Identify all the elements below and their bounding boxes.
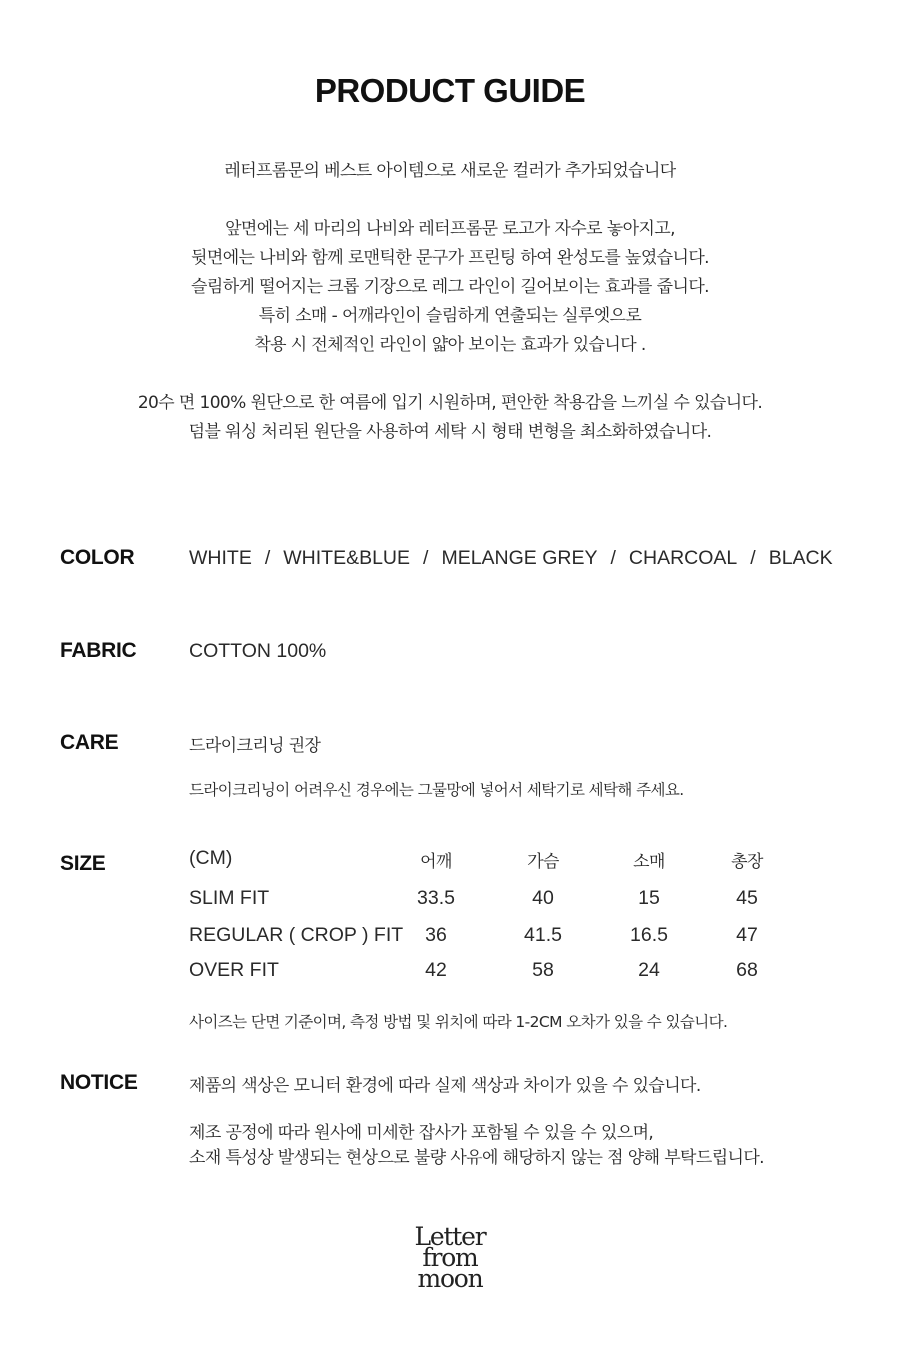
intro-line: 뒷면에는 나비와 함께 로맨틱한 문구가 프린팅 하여 완성도를 높였습니다. — [191, 248, 709, 268]
table-cell: 36 — [425, 924, 447, 946]
care-value: 드라이크리닝 권장 — [189, 736, 321, 756]
size-unit: (CM) — [189, 847, 233, 869]
table-cell: 68 — [736, 959, 758, 981]
logo-word: Letter — [414, 1222, 486, 1251]
brand-logo — [0, 1222, 900, 1293]
table-cell: 15 — [638, 887, 660, 909]
notice-paragraph — [189, 1121, 764, 1171]
column-header-sleeve: 소매 — [633, 852, 665, 872]
intro-text — [0, 157, 900, 476]
intro-paragraph-1 — [0, 157, 900, 186]
table-row — [189, 959, 789, 985]
table-cell: 58 — [532, 959, 554, 981]
size-label: SIZE — [60, 852, 106, 875]
notice-line: 제조 공정에 따라 원사에 미세한 잡사가 포함될 수 있을 수 있으며, — [189, 1123, 654, 1143]
table-row — [189, 887, 789, 913]
color-option-white: WHITE — [189, 547, 252, 569]
care-label: CARE — [60, 731, 119, 754]
notice-line: 제품의 색상은 모니터 환경에 따라 실제 색상과 차이가 있을 수 있습니다. — [189, 1076, 701, 1096]
size-table-header — [189, 847, 789, 873]
separator: / — [750, 547, 756, 569]
intro-line: 슬림하게 떨어지는 크롭 기장으로 레그 라인이 길어보이는 효과를 줍니다. — [191, 277, 709, 297]
column-header-shoulder: 어깨 — [420, 852, 452, 872]
color-options — [189, 547, 833, 570]
logo-word: from — [422, 1243, 478, 1272]
table-cell: 47 — [736, 924, 758, 946]
color-label: COLOR — [60, 546, 135, 569]
separator: / — [423, 547, 429, 569]
table-cell: 33.5 — [417, 887, 455, 909]
intro-line: 레터프롬문의 베스트 아이템으로 새로운 컬러가 추가되었습니다 — [224, 161, 676, 181]
intro-line: 덤블 워싱 처리된 원단을 사용하여 세탁 시 형태 변형을 최소화하였습니다. — [188, 422, 712, 442]
intro-paragraph-2 — [0, 215, 900, 360]
table-cell: 45 — [736, 887, 758, 909]
table-cell: 16.5 — [630, 924, 668, 946]
table-cell: 40 — [532, 887, 554, 909]
table-cell: 41.5 — [524, 924, 562, 946]
intro-line: 특히 소매 - 어깨라인이 슬림하게 연출되는 실루엣으로 — [258, 306, 642, 326]
intro-paragraph-3 — [0, 389, 900, 447]
intro-line: 20수 면 100% 원단으로 한 여름에 입기 시원하며, 편안한 착용감을 느끼실 수 있습니다. — [137, 393, 763, 413]
separator: / — [610, 547, 616, 569]
notice-line: 소재 특성상 발생되는 현상으로 불량 사유에 해당하지 않는 점 양해 부탁드립니다. — [189, 1148, 764, 1168]
size-note: 사이즈는 단면 기준이며, 측정 방법 및 위치에 따라 1-2CM 오차가 있을 수 있습니다. — [189, 1013, 728, 1031]
table-row — [189, 924, 789, 950]
table-cell: 24 — [638, 959, 660, 981]
intro-line: 앞면에는 세 마리의 나비와 레터프롬문 로고가 자수로 놓아지고, — [225, 219, 675, 239]
page-title: PRODUCT GUIDE — [314, 72, 586, 109]
intro-line: 착용 시 전체적인 라인이 얇아 보이는 효과가 있습니다 . — [254, 335, 646, 355]
column-header-chest: 가슴 — [527, 852, 559, 872]
row-name: REGULAR ( CROP ) FIT — [189, 924, 404, 946]
notice-label: NOTICE — [60, 1071, 138, 1094]
color-option-black: BLACK — [768, 547, 833, 569]
fabric-value: COTTON 100% — [189, 640, 327, 662]
row-name: SLIM FIT — [189, 887, 270, 909]
care-note: 드라이크리닝이 어려우신 경우에는 그물망에 넣어서 세탁기로 세탁해 주세요. — [189, 781, 684, 799]
color-option-white-blue: WHITE&BLUE — [283, 547, 411, 569]
color-option-melange-grey: MELANGE GREY — [441, 547, 598, 569]
table-cell: 42 — [425, 959, 447, 981]
logo-word: moon — [417, 1264, 483, 1293]
column-header-length: 총장 — [731, 852, 763, 872]
color-option-charcoal: CHARCOAL — [628, 547, 738, 569]
fabric-label: FABRIC — [60, 639, 137, 662]
separator: / — [264, 547, 271, 569]
row-name: OVER FIT — [189, 959, 279, 981]
